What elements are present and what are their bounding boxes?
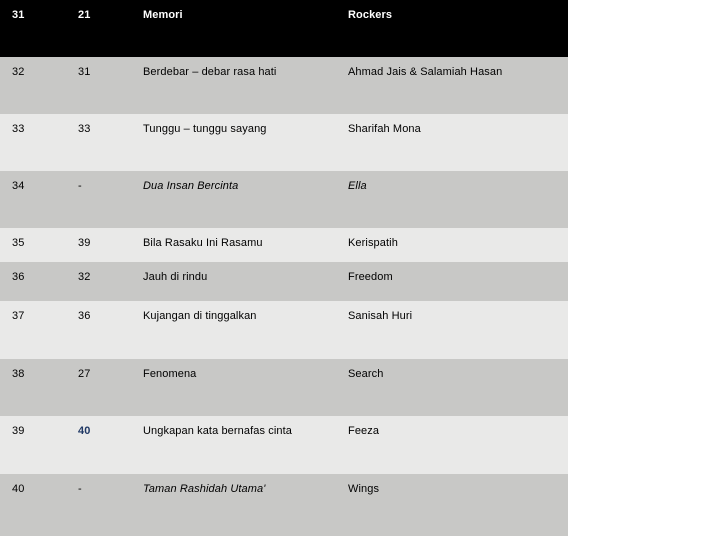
- table-row: [0, 416, 568, 474]
- cell-previous-position: 21: [78, 9, 91, 21]
- cell-previous-position: 27: [78, 368, 91, 380]
- cell-song-title: Taman Rashidah Utama': [143, 483, 266, 495]
- cell-song-title: Bila Rasaku Ini Rasamu: [143, 237, 263, 249]
- cell-song-title: Dua Insan Bercinta: [143, 180, 239, 192]
- cell-song-title: Berdebar – debar rasa hati: [143, 66, 277, 78]
- cell-song-title: Memori: [143, 9, 183, 21]
- table-row: [0, 114, 568, 171]
- cell-current-position: 34: [12, 180, 25, 192]
- table-row: [0, 57, 568, 114]
- cell-current-position: 37: [12, 310, 25, 322]
- table-row: [0, 228, 568, 262]
- cell-current-position: 33: [12, 123, 25, 135]
- cell-song-title: Kujangan di tinggalkan: [143, 310, 257, 322]
- cell-previous-position: -: [78, 180, 82, 192]
- cell-artist-name: Search: [348, 368, 384, 380]
- cell-current-position: 32: [12, 66, 25, 78]
- cell-previous-position: 32: [78, 271, 91, 283]
- cell-previous-position: 33: [78, 123, 91, 135]
- cell-song-title: Tunggu – tunggu sayang: [143, 123, 267, 135]
- cell-artist-name: Ella: [348, 180, 367, 192]
- cell-current-position: 39: [12, 425, 25, 437]
- cell-previous-position: 39: [78, 237, 91, 249]
- table-row: [0, 474, 568, 536]
- table-row: [0, 171, 568, 228]
- cell-previous-position: -: [78, 483, 82, 495]
- cell-artist-name: Ahmad Jais & Salamiah Hasan: [348, 66, 503, 78]
- table-row: [0, 301, 568, 359]
- cell-current-position: 36: [12, 271, 25, 283]
- cell-current-position: 35: [12, 237, 25, 249]
- cell-artist-name: Sharifah Mona: [348, 123, 421, 135]
- cell-song-title: Jauh di rindu: [143, 271, 208, 283]
- cell-artist-name: Sanisah Huri: [348, 310, 413, 322]
- cell-previous-position: 31: [78, 66, 91, 78]
- table-row: [0, 262, 568, 301]
- cell-previous-position: 40: [78, 425, 91, 437]
- cell-artist-name: Freedom: [348, 271, 393, 283]
- cell-artist-name: Rockers: [348, 9, 393, 21]
- cell-artist-name: Kerispatih: [348, 237, 398, 249]
- cell-current-position: 31: [12, 9, 25, 21]
- cell-previous-position: 36: [78, 310, 91, 322]
- cell-artist-name: Feeza: [348, 425, 380, 437]
- cell-current-position: 38: [12, 368, 25, 380]
- cell-song-title: Fenomena: [143, 368, 197, 380]
- cell-artist-name: Wings: [348, 483, 380, 495]
- table-row: [0, 0, 568, 57]
- table-row: [0, 359, 568, 416]
- cell-current-position: 40: [12, 483, 25, 495]
- cell-song-title: Ungkapan kata bernafas cinta: [143, 425, 292, 437]
